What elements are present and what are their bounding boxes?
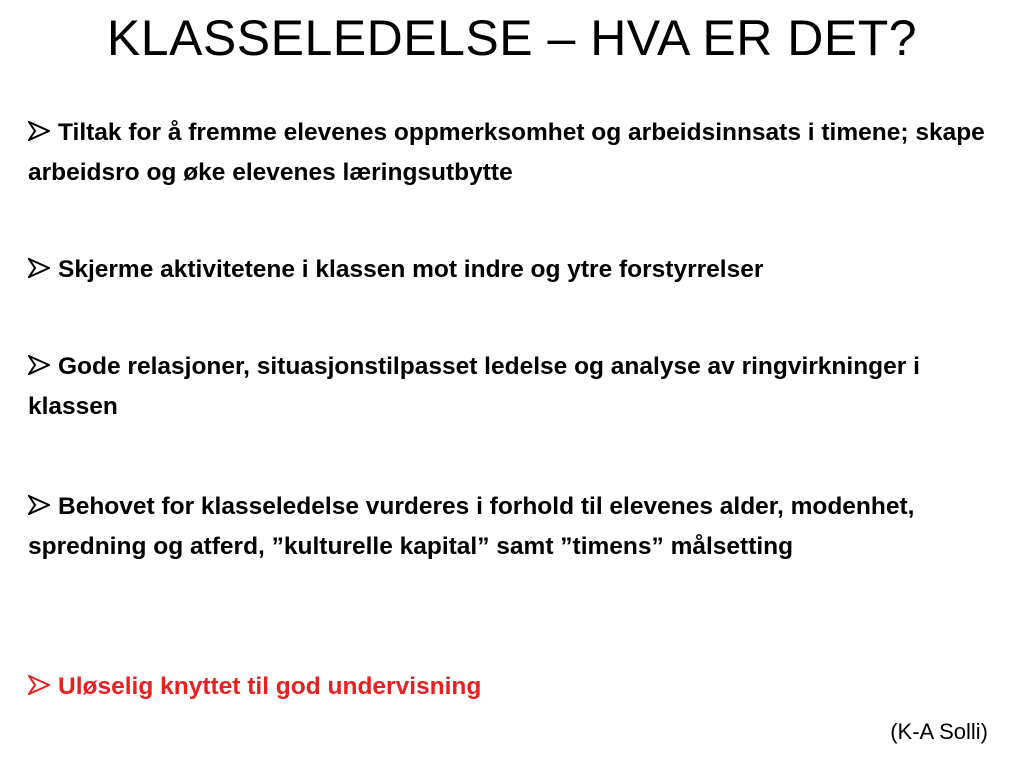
author-credit: (K-A Solli) xyxy=(890,719,988,744)
bullet-item-4 xyxy=(28,487,998,567)
arrow-bullet-icon xyxy=(28,487,58,527)
bullet-text: Tiltak for å fremme elevenes oppmerksomhet og arbeidsinnsats i timene; skape arbeidsro og øke elevenes læringsutbytte xyxy=(28,119,985,186)
bullet-item-3 xyxy=(28,347,998,427)
bullet-item-5 xyxy=(28,667,998,707)
bullet-text: Skjerme aktivitetene i klassen mot indre og ytre forstyrrelser xyxy=(58,256,764,283)
arrow-bullet-icon xyxy=(28,113,58,153)
arrow-bullet-icon xyxy=(28,347,58,387)
arrow-bullet-icon xyxy=(28,250,58,290)
bullet-item-1 xyxy=(28,113,998,193)
bullet-text: Gode relasjoner, situasjonstilpasset ledelse og analyse av ringvirkninger i klassen xyxy=(28,353,920,420)
bullet-text: Behovet for klasseledelse vurderes i forhold til elevenes alder, modenhet, spredning og atferd, ”kulturelle kapital” samt ”timens” målsetting xyxy=(28,493,915,560)
bullet-item-2 xyxy=(28,250,998,290)
bullet-text: Uløselig knyttet til god undervisning xyxy=(58,673,482,700)
arrow-bullet-icon xyxy=(28,667,58,707)
slide-title: KLASSELEDELSE – HVA ER DET? xyxy=(106,10,918,66)
